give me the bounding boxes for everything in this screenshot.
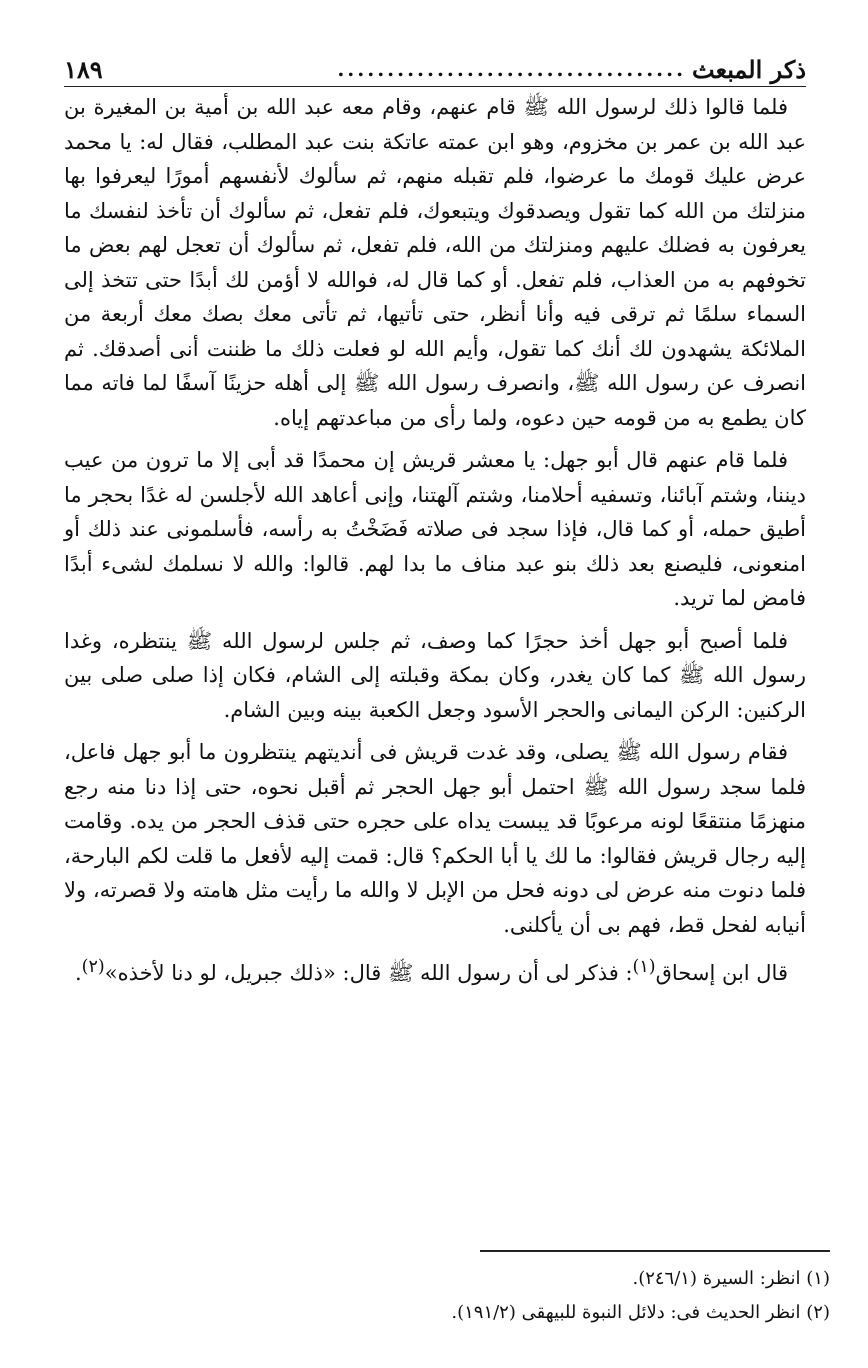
footnote-rule xyxy=(480,1250,830,1252)
running-header xyxy=(64,44,806,84)
paragraph-5-end: . xyxy=(74,961,82,985)
footnote-ref-1: (١) xyxy=(632,957,656,977)
chapter-title: ذكر المبعث xyxy=(692,55,806,84)
footnote-1: (١) انظر: السيرة (٢٤٦/١). xyxy=(632,1268,830,1289)
leader-dots: ................................... xyxy=(337,57,687,81)
paragraph-5-start: قال ابن إسحاق xyxy=(655,961,788,985)
page-number: ١٨٩ xyxy=(64,55,103,84)
footnote-2: (٢) انظر الحديث فى: دلائل النبوة للبيهقى (١٩١/٢). xyxy=(451,1302,830,1323)
paragraph-1: فلما قالوا ذلك لرسول الله ﷺ قام عنهم، وقام معه عبد الله بن أمية بن المغيرة بن عبد الله بن عمر بن مخزوم، وهو ابن عمته عاتكة بنت عبد المطلب، فقال له: يا محمد عرض عليك قومك ما عرضوا، فلم تقبله منهم، ثم سألوك لأنفسهم أمورًا ليعرفوا بها منزلتك من الله كما تقول ويصدقوك ويتبعوك، فلم تفعل، ثم سألوك أن تأخذ لنفسك ما يعرفون به فضلك عليهم ومنزلتك من الله، فلم تفعل، ثم سألوك أن تعجل لهم بعض ما تخوفهم به من العذاب، فلم تفعل. أو كما قال له، فوالله لا أؤمن لك أبدًا حتى تتخذ إلى السماء سلمًا ثم ترقى فيه وأنا أنظر، حتى تأتيها، ثم تأتى معك بصك معك أربعة من الملائكة يشهدون لك أنك كما تقول، وأيم الله لو فعلت ذلك ما ظننت أنى أصدقك. ثم انصرف عن رسول الله ﷺ، وانصرف رسول الله ﷺ إلى أهله حزينًا آسفًا لما فاته مما كان يطمع به من قومه حين دعوه، ولما رأى من مباعدتهم إياه. xyxy=(64,95,806,430)
header-rule xyxy=(64,86,806,87)
paragraph-5-body: : فذكر لى أن رسول الله ﷺ قال: «ذلك جبريل، لو دنا لأخذه» xyxy=(104,961,633,985)
paragraph-5 xyxy=(64,950,806,991)
paragraph-4: فقام رسول الله ﷺ يصلى، وقد غدت قريش فى أنديتهم ينتظرون ما أبو جهل فاعل، فلما سجد رسول الله ﷺ احتمل أبو جهل الحجر ثم أقبل نحوه، حتى إذا دنا منه رجع منهزمًا منتقعًا لونه مرعوبًا قد يبست يداه على حجره حتى قذف الحجر من يده. وقامت إليه رجال قريش فقالوا: ما لك يا أبا الحكم؟ قال: قمت إليه لأفعل ما قلت لكم البارحة، فلما دنوت منه عرض لى دونه فحل من الإبل لا والله ما رأيت مثل هامته ولا قصرته، ولا أنيابه لفحل قط، فهم بى أن يأكلنى. xyxy=(64,740,806,937)
paragraph-3: فلما أصبح أبو جهل أخذ حجرًا كما وصف، ثم جلس لرسول الله ﷺ ينتظره، وغدا رسول الله ﷺ كما كان يغدر، وكان بمكة وقبلته إلى الشام، فكان إذا صلى صلى بين الركنين: الركن اليمانى والحجر الأسود وجعل الكعبة بينه وبين الشام. xyxy=(64,628,806,722)
footnotes xyxy=(64,1262,830,1330)
paragraph-2: فلما قام عنهم قال أبو جهل: يا معشر قريش إن محمدًا قد أبى إلا ما ترون من عيب ديننا، وشتم آبائنا، وتسفيه أحلامنا، وشتم آلهتنا، وإنى أعاهد الله لأجلسن له غدًا بحجر ما أطيق حمله، أو كما قال، فإذا سجد فى صلاته فَضَخْتُ به رأسه، فأسلمونى عند ذلك أو امنعونى، فليصنع بعد ذلك بنو عبد مناف ما بدا لهم. قالوا: والله لا نسلمك لشىء أبدًا فامض لما تريد. xyxy=(64,448,806,610)
main-text xyxy=(64,90,806,999)
footnote-ref-2: (٢) xyxy=(81,957,105,977)
